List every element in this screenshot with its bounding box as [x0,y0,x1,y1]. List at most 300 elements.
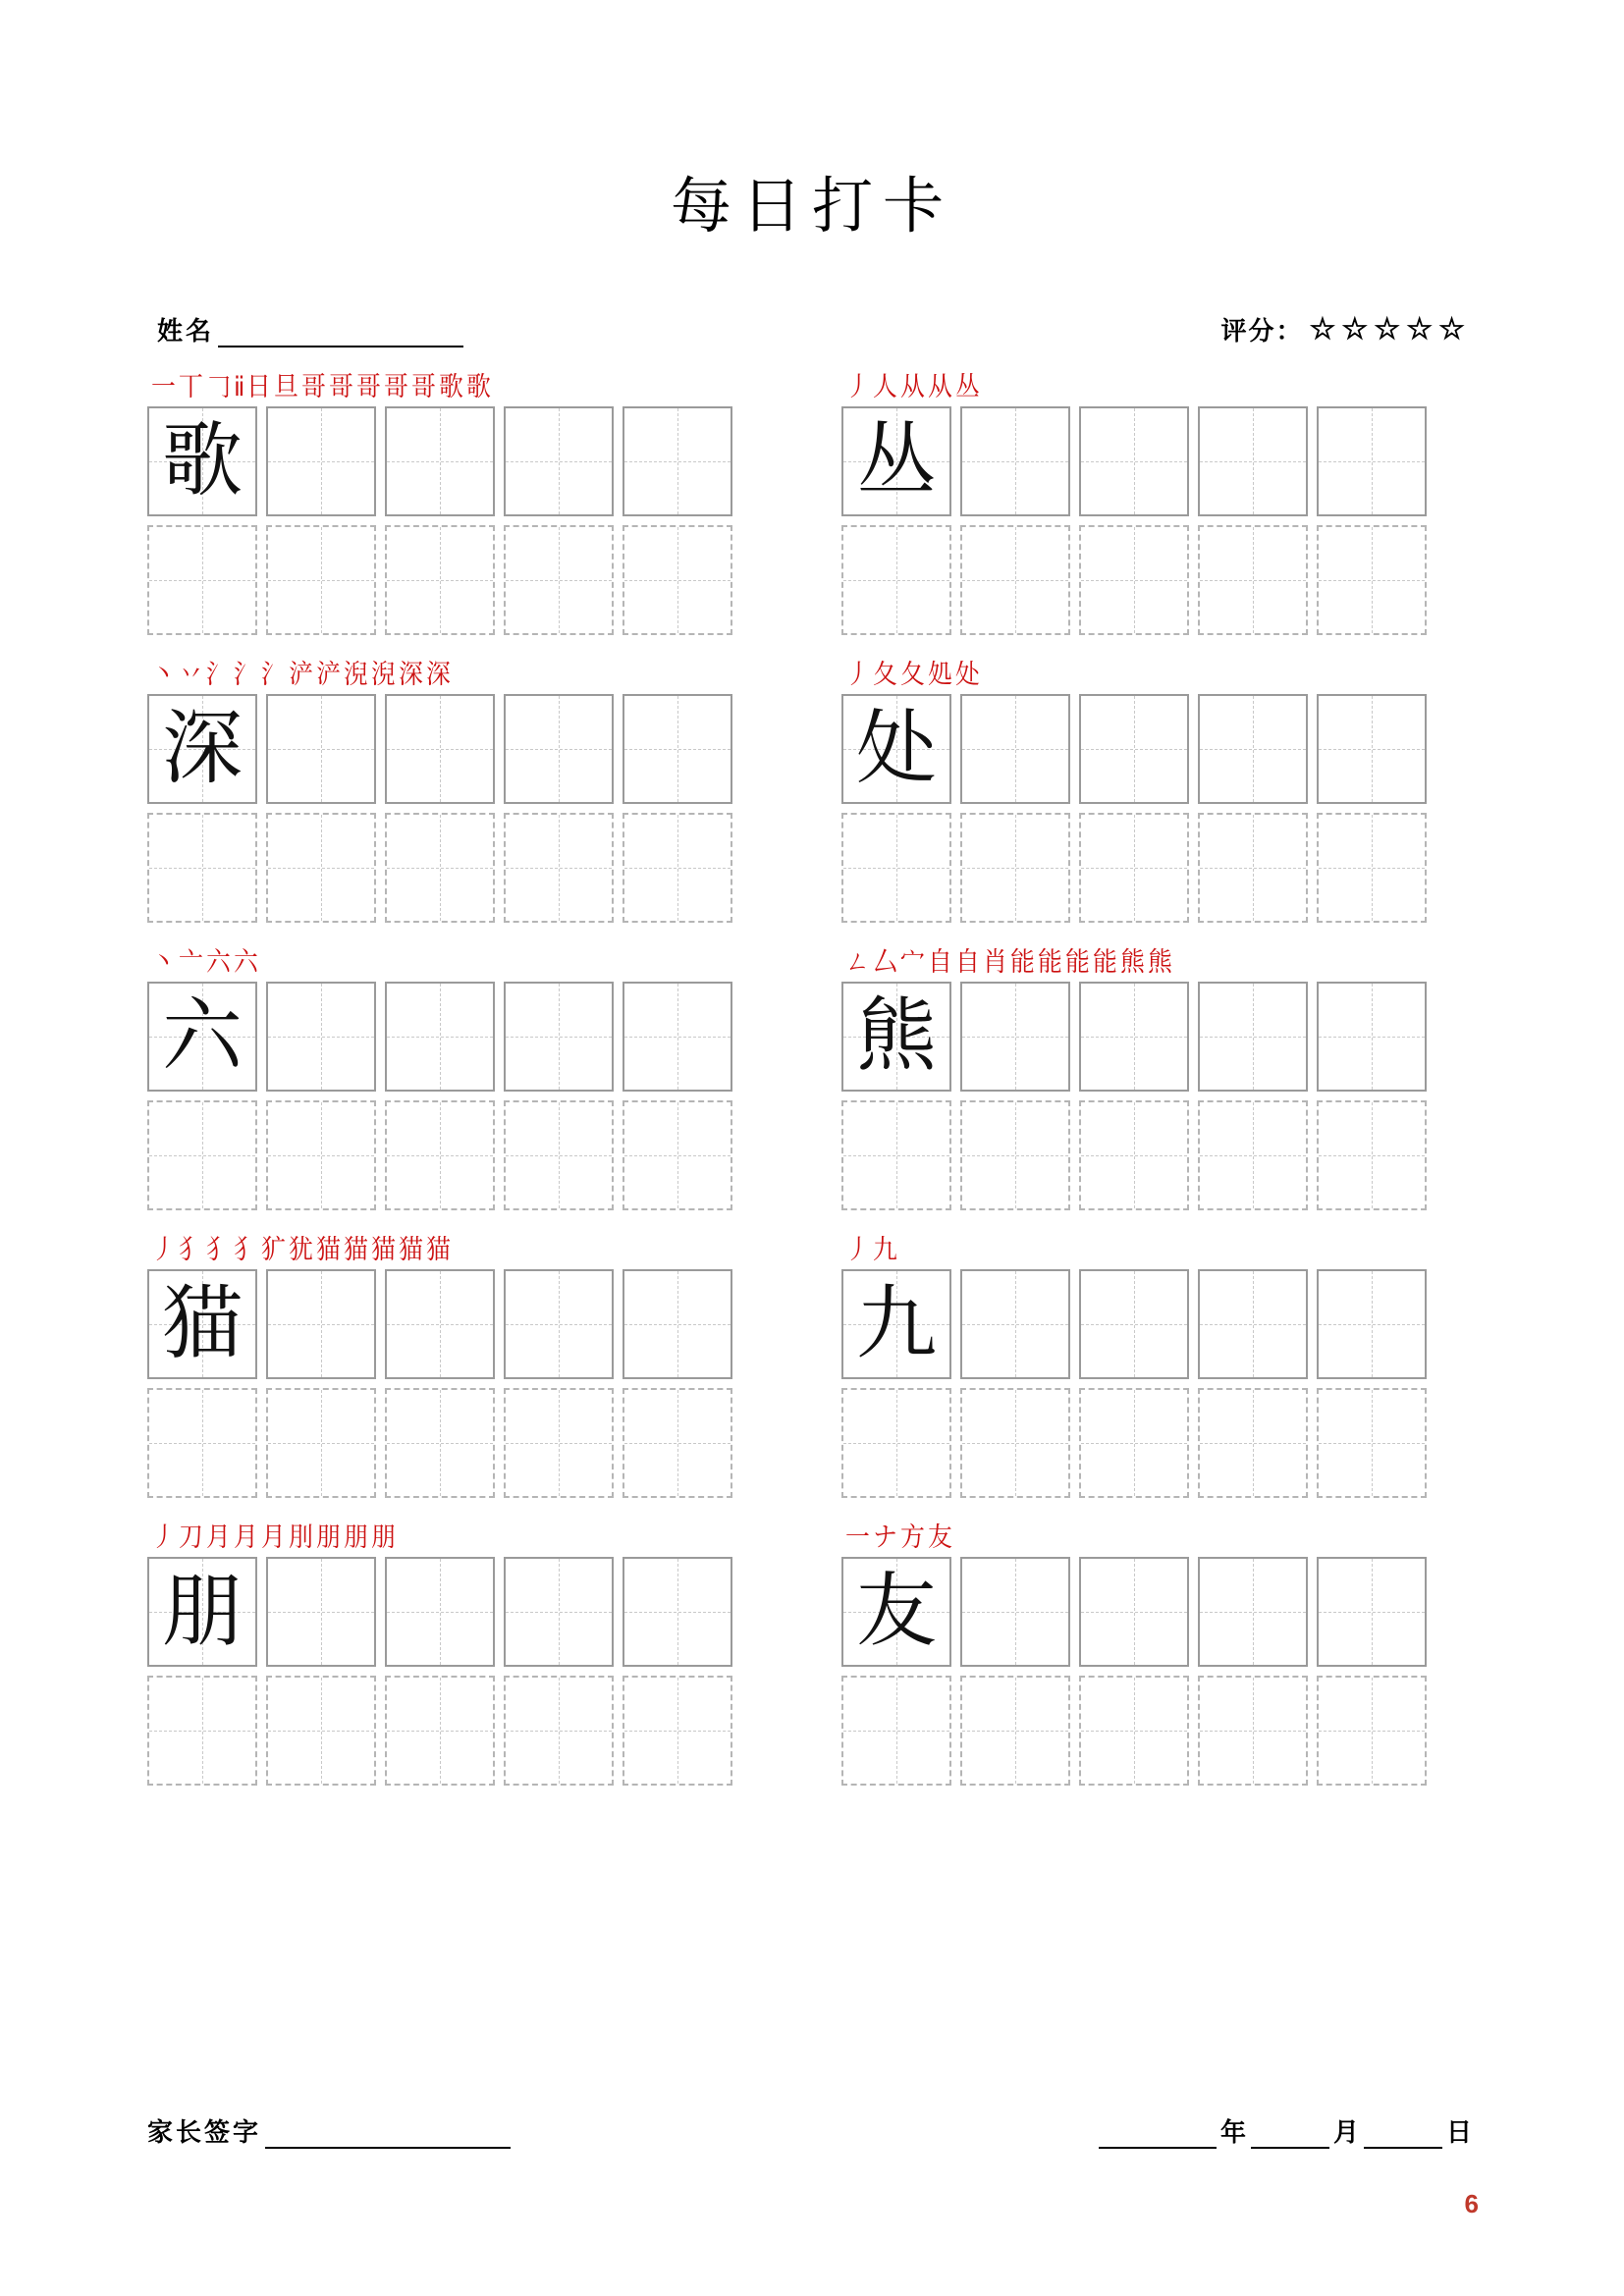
grid-row [147,1557,783,1667]
grid-guide-horizontal [506,1155,612,1156]
practice-cell[interactable] [841,813,951,923]
stroke-step: 六 [206,947,231,978]
practice-cell[interactable] [266,982,376,1092]
practice-cell[interactable] [504,406,614,516]
stroke-step: 能 [1065,947,1090,978]
star-icon[interactable]: ☆ [1374,312,1403,346]
grid-row [147,525,783,635]
stroke-step: 歌 [439,372,464,402]
model-character: 六 [161,989,243,1083]
character-practice-block [147,944,783,1210]
practice-cell[interactable] [1079,1269,1189,1379]
stroke-step: 浐 [316,660,341,690]
stroke-step: 猫 [344,1235,368,1265]
model-character-cell[interactable] [147,1269,257,1379]
grid-guide-horizontal [624,580,731,581]
grid-rows [841,1269,1477,1498]
grid-guide-horizontal [1200,1037,1306,1038]
character-practice-block [147,1232,783,1498]
practice-cell[interactable] [623,406,732,516]
stroke-step: ナ [873,1522,897,1553]
practice-cell[interactable] [385,1388,495,1498]
grid-guide-horizontal [624,868,731,869]
grid-guide-horizontal [268,1731,374,1732]
stroke-order-row [841,1520,1477,1553]
grid-guide-horizontal [506,1443,612,1444]
grid-guide-horizontal [268,461,374,462]
grid-guide-horizontal [1319,1324,1425,1325]
grid-guide-horizontal [1200,1443,1306,1444]
practice-cell[interactable] [1198,1269,1308,1379]
practice-cell[interactable] [841,525,951,635]
grid-row [841,1388,1477,1498]
stroke-step: 夂 [873,660,897,690]
stroke-order-row [147,1232,783,1265]
practice-cell[interactable] [266,406,376,516]
stroke-order-row [841,1232,1477,1265]
character-practice-block [841,944,1477,1210]
character-practice-block [147,657,783,923]
grid-guide-horizontal [962,1731,1068,1732]
stroke-step: 猫 [426,1235,451,1265]
stroke-step: 月 [234,1522,258,1553]
grid-row [841,694,1477,804]
stroke-step: 浐 [289,660,313,690]
practice-cell[interactable] [147,813,257,923]
year-input-line[interactable] [1099,2121,1217,2149]
grid-guide-horizontal [624,1612,731,1613]
stroke-step: 朋 [316,1522,341,1553]
stroke-order-row [147,1520,783,1553]
page-title: 每日打卡 [670,170,953,241]
practice-cell[interactable] [1317,982,1427,1092]
stroke-step: 犭 [179,1235,203,1265]
model-character: 猫 [161,1277,243,1370]
grid-guide-horizontal [506,1037,612,1038]
practice-cell[interactable] [385,525,495,635]
grid-guide-horizontal [1319,580,1425,581]
practice-cell[interactable] [1317,813,1427,923]
practice-cell[interactable] [1317,694,1427,804]
stroke-step: 日 [246,372,272,402]
grid-row [147,1100,783,1210]
practice-cell[interactable] [385,406,495,516]
practice-cell[interactable] [266,1269,376,1379]
grid-guide-horizontal [1200,580,1306,581]
character-practice-block [841,1232,1477,1498]
practice-cell[interactable] [1198,1557,1308,1667]
practice-cell[interactable] [960,1269,1070,1379]
model-character: 深 [161,702,243,795]
stroke-step: 淣 [371,660,396,690]
grid-guide-horizontal [506,1324,612,1325]
practice-cell[interactable] [1079,406,1189,516]
stroke-step: 哥 [329,372,354,402]
grid-guide-horizontal [1200,1731,1306,1732]
date-group [1099,2112,1477,2149]
practice-sheet [137,369,1487,1786]
grid-guide-horizontal [1081,1155,1187,1156]
stroke-step: 方 [900,1522,925,1553]
grid-rows [147,694,783,923]
practice-cell[interactable] [266,694,376,804]
practice-cell[interactable] [960,982,1070,1092]
model-character-cell[interactable] [841,982,951,1092]
stroke-step: 丷 [179,660,203,690]
model-character-cell[interactable] [841,406,951,516]
stroke-step: 氵 [234,660,258,690]
score-label: 评分： [1220,317,1304,346]
grid-guide-horizontal [1319,1155,1425,1156]
grid-guide-horizontal [962,868,1068,869]
grid-guide-horizontal [268,1612,374,1613]
grid-guide-horizontal [962,749,1068,750]
practice-cell[interactable] [147,525,257,635]
practice-cell[interactable] [385,982,495,1092]
stroke-step: 犹 [289,1235,313,1265]
grid-guide-horizontal [843,1155,949,1156]
stroke-step: 𠃌 [206,372,231,402]
practice-cell[interactable] [623,1269,732,1379]
grid-guide-horizontal [843,1731,949,1732]
practice-cell[interactable] [1198,1388,1308,1498]
stroke-step: 猫 [371,1235,396,1265]
practice-cell[interactable] [1317,406,1427,516]
practice-cell[interactable] [960,694,1070,804]
grid-guide-horizontal [624,1324,731,1325]
grid-guide-horizontal [1319,1731,1425,1732]
practice-cell[interactable] [266,1557,376,1667]
grid-rows [841,694,1477,923]
grid-row [147,1676,783,1786]
practice-cell[interactable] [147,1388,257,1498]
grid-guide-horizontal [1081,1612,1187,1613]
page-number: 6 [1464,2189,1479,2218]
grid-guide-horizontal [624,1731,731,1732]
grid-guide-horizontal [506,1612,612,1613]
grid-guide-horizontal [843,580,949,581]
practice-cell[interactable] [504,1557,614,1667]
stroke-step: 月 [206,1522,231,1553]
practice-cell[interactable] [623,982,732,1092]
signature-group [147,2112,511,2149]
model-character-cell[interactable] [147,1557,257,1667]
practice-cell[interactable] [147,1100,257,1210]
stroke-step: 六 [234,947,258,978]
grid-guide-horizontal [149,1443,255,1444]
stroke-step: 朋 [344,1522,368,1553]
grid-guide-horizontal [624,1443,731,1444]
stroke-order-row [841,369,1477,402]
practice-cell[interactable] [960,1676,1070,1786]
stroke-step: 氵 [206,660,231,690]
star-icon[interactable]: ☆ [1309,312,1338,346]
grid-guide-horizontal [1081,1324,1187,1325]
grid-guide-horizontal [962,1155,1068,1156]
practice-cell[interactable] [385,1557,495,1667]
grid-guide-horizontal [1200,461,1306,462]
grid-guide-horizontal [506,868,612,869]
practice-cell[interactable] [623,1388,732,1498]
grid-guide-horizontal [1081,461,1187,462]
practice-cell[interactable] [623,1676,732,1786]
grid-guide-horizontal [1319,1612,1425,1613]
practice-cell[interactable] [1198,694,1308,804]
grid-guide-horizontal [268,1324,374,1325]
grid-guide-horizontal [1319,1443,1425,1444]
grid-guide-horizontal [268,1037,374,1038]
practice-cell[interactable] [1079,982,1189,1092]
grid-guide-horizontal [387,1443,493,1444]
practice-cell[interactable] [841,1388,951,1498]
model-character: 九 [855,1277,937,1370]
practice-cell[interactable] [1317,1557,1427,1667]
stroke-step: 丿 [151,1235,176,1265]
star-icon[interactable]: ☆ [1438,312,1467,346]
stroke-step: 人 [873,372,897,402]
practice-cell[interactable] [623,813,732,923]
practice-cell[interactable] [266,1388,376,1498]
stroke-step: 自 [928,947,952,978]
practice-cell[interactable] [266,1676,376,1786]
grid-guide-horizontal [387,1155,493,1156]
grid-rows [147,1557,783,1786]
grid-guide-horizontal [1081,868,1187,869]
grid-row [147,1269,783,1379]
grid-guide-horizontal [268,1155,374,1156]
stroke-step: 深 [426,660,451,690]
stroke-step: 夂 [900,660,925,690]
model-character-cell[interactable] [147,982,257,1092]
practice-cell[interactable] [504,1388,614,1498]
practice-cell[interactable] [504,525,614,635]
practice-cell[interactable] [385,813,495,923]
stroke-order-row [841,944,1477,978]
grid-row [841,1100,1477,1210]
practice-cell[interactable] [1079,813,1189,923]
year-unit-label: 年 [1219,2118,1249,2147]
stroke-step: 从 [900,372,925,402]
model-character-cell[interactable] [841,694,951,804]
grid-rows [147,1269,783,1498]
practice-cell[interactable] [841,1100,951,1210]
character-practice-block [147,1520,783,1786]
stroke-order-row [147,369,783,402]
stroke-step: 丶 [151,947,176,978]
grid-row [841,525,1477,635]
stroke-step: 友 [928,1522,952,1553]
model-character-cell[interactable] [147,406,257,516]
grid-guide-horizontal [149,868,255,869]
practice-cell[interactable] [504,694,614,804]
practice-cell[interactable] [1317,1388,1427,1498]
model-character-cell[interactable] [841,1557,951,1667]
stroke-step: 自 [955,947,980,978]
practice-cell[interactable] [960,406,1070,516]
practice-cell[interactable] [266,1100,376,1210]
grid-guide-horizontal [1319,461,1425,462]
practice-cell[interactable] [841,1676,951,1786]
practice-cell[interactable] [1079,1557,1189,1667]
grid-guide-horizontal [624,461,731,462]
stroke-step: 刖 [289,1522,313,1553]
practice-cell[interactable] [1079,525,1189,635]
stroke-step: 九 [873,1235,897,1265]
grid-row [841,1557,1477,1667]
stroke-step: 猫 [399,1235,423,1265]
practice-cell[interactable] [147,1676,257,1786]
practice-cell[interactable] [504,813,614,923]
name-field-group [157,311,463,347]
name-input-line[interactable] [218,320,463,347]
model-character: 朋 [161,1565,243,1658]
practice-cell[interactable] [960,1100,1070,1210]
practice-cell[interactable] [504,1269,614,1379]
practice-cell[interactable] [623,1100,732,1210]
practice-cell[interactable] [266,813,376,923]
stroke-step: 一 [151,372,176,402]
month-input-line[interactable] [1251,2121,1329,2149]
character-practice-block [841,1520,1477,1786]
signature-label: 家长签字 [147,2118,262,2147]
practice-cell[interactable] [1079,694,1189,804]
practice-cell[interactable] [1317,1100,1427,1210]
model-character-cell[interactable] [841,1269,951,1379]
practice-cell[interactable] [1198,1676,1308,1786]
grid-row [841,1676,1477,1786]
stroke-step: 从 [928,372,952,402]
grid-guide-horizontal [962,1324,1068,1325]
stroke-step: 猫 [316,1235,341,1265]
practice-cell[interactable] [623,694,732,804]
model-character: 处 [855,702,937,795]
grid-guide-horizontal [387,1324,493,1325]
stroke-step: 哥 [384,372,409,402]
grid-guide-horizontal [843,1443,949,1444]
practice-cell[interactable] [1079,1388,1189,1498]
stroke-step: 熊 [1120,947,1145,978]
grid-row [841,406,1477,516]
practice-cell[interactable] [266,525,376,635]
model-character: 丛 [855,414,937,507]
character-practice-block [147,369,783,635]
meta-row [137,311,1487,347]
practice-cell[interactable] [1317,1269,1427,1379]
practice-cell[interactable] [504,982,614,1092]
day-input-line[interactable] [1364,2121,1442,2149]
grid-guide-horizontal [1319,868,1425,869]
character-practice-block [841,369,1477,635]
practice-cell[interactable] [385,694,495,804]
stroke-step: 丿 [151,1522,176,1553]
practice-cell[interactable] [385,1676,495,1786]
grid-guide-horizontal [1200,1324,1306,1325]
grid-guide-horizontal [962,461,1068,462]
star-icon[interactable]: ☆ [1341,312,1371,346]
grid-guide-horizontal [1081,1443,1187,1444]
practice-cell[interactable] [960,1388,1070,1498]
star-rating[interactable] [1309,312,1467,346]
stroke-step: 哥 [356,372,382,402]
grid-guide-horizontal [1200,868,1306,869]
grid-guide-horizontal [624,1037,731,1038]
grid-rows [841,982,1477,1210]
practice-cell[interactable] [1198,406,1308,516]
practice-cell[interactable] [504,1100,614,1210]
stroke-step: 処 [928,660,952,690]
grid-guide-horizontal [149,1155,255,1156]
stroke-step: 氵 [261,660,286,690]
grid-row [147,694,783,804]
grid-guide-horizontal [387,1612,493,1613]
stroke-step: 犭 [206,1235,231,1265]
grid-guide-horizontal [387,580,493,581]
practice-cell[interactable] [1198,813,1308,923]
grid-rows [841,1557,1477,1786]
practice-cell[interactable] [623,525,732,635]
model-character-cell[interactable] [147,694,257,804]
grid-guide-horizontal [268,1443,374,1444]
practice-cell[interactable] [623,1557,732,1667]
stroke-step: 能 [1038,947,1062,978]
stroke-order-row [147,944,783,978]
grid-row [841,813,1477,923]
practice-cell[interactable] [1317,525,1427,635]
stroke-step: 月 [261,1522,286,1553]
practice-cell[interactable] [504,1676,614,1786]
practice-cell[interactable] [385,1269,495,1379]
grid-guide-horizontal [387,749,493,750]
grid-guide-horizontal [387,868,493,869]
practice-cell[interactable] [1079,1676,1189,1786]
practice-cell[interactable] [960,1557,1070,1667]
stroke-step: 哥 [301,372,327,402]
stroke-step: 淣 [344,660,368,690]
practice-cell[interactable] [1317,1676,1427,1786]
practice-cell[interactable] [960,813,1070,923]
practice-cell[interactable] [1198,525,1308,635]
practice-cell[interactable] [960,525,1070,635]
grid-rows [147,406,783,635]
grid-guide-horizontal [387,1731,493,1732]
grid-guide-horizontal [387,461,493,462]
stroke-step: 朋 [371,1522,396,1553]
grid-guide-horizontal [1319,749,1425,750]
stroke-step: ㄥ [845,947,870,978]
grid-guide-horizontal [962,1443,1068,1444]
practice-cell[interactable] [385,1100,495,1210]
signature-input-line[interactable] [265,2121,511,2149]
grid-row [841,982,1477,1092]
stroke-order-row [841,657,1477,690]
star-icon[interactable]: ☆ [1406,312,1435,346]
character-practice-block [841,657,1477,923]
stroke-step: 丛 [955,372,980,402]
stroke-step: 旦 [274,372,299,402]
grid-guide-horizontal [506,1731,612,1732]
grid-row [147,406,783,516]
grid-guide-horizontal [1200,1155,1306,1156]
practice-cell[interactable] [1198,1100,1308,1210]
stroke-step: 一 [845,1522,870,1553]
grid-guide-horizontal [268,749,374,750]
stroke-step: 丿 [845,372,870,402]
day-unit-label: 日 [1445,2118,1475,2147]
practice-cell[interactable] [1198,982,1308,1092]
model-character: 熊 [855,989,937,1083]
stroke-step: 哥 [411,372,437,402]
practice-cell[interactable] [1079,1100,1189,1210]
